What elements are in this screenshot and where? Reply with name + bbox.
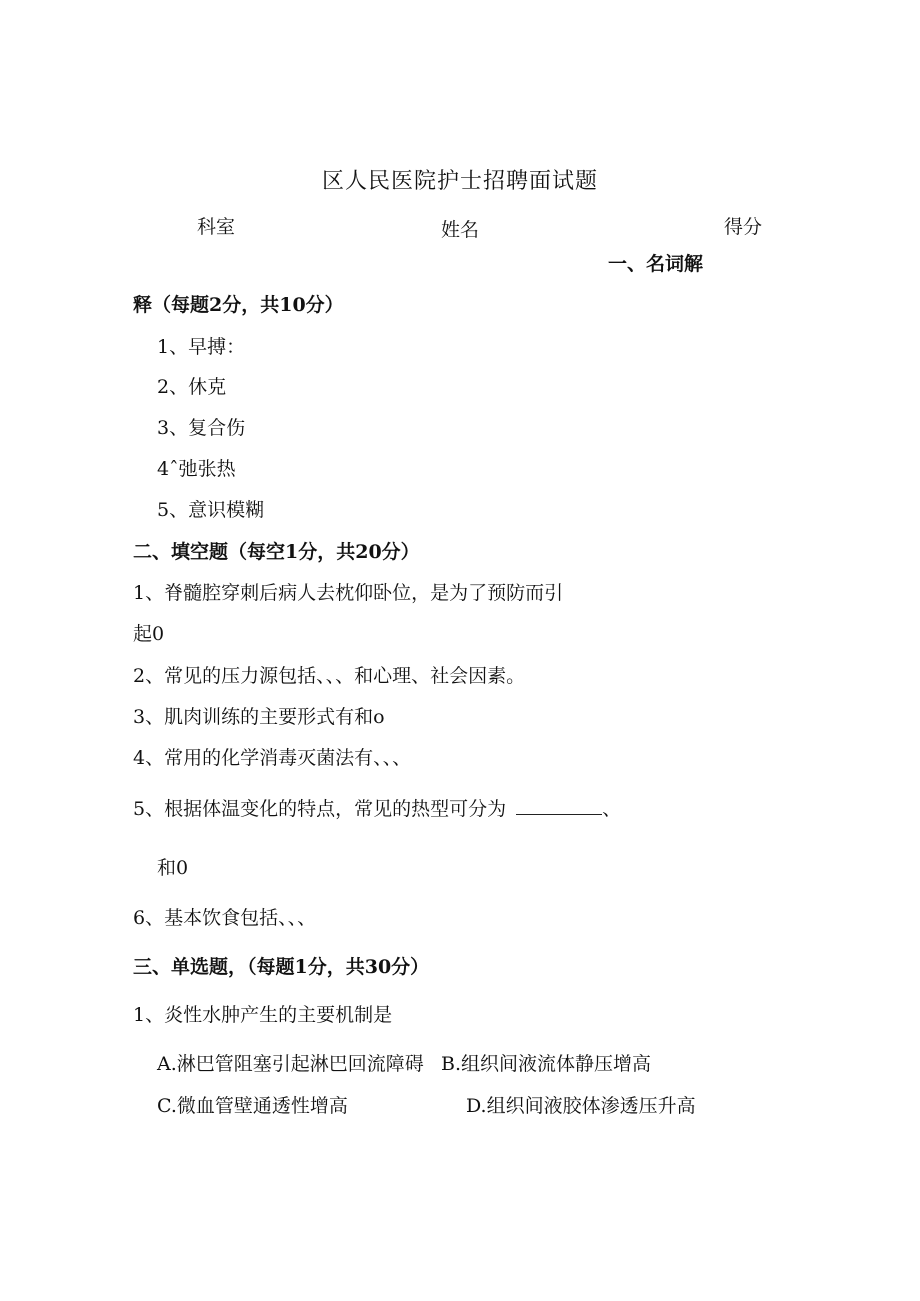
department-label: 科室	[197, 216, 236, 238]
exam-title: 区人民医院护士招聘面试题	[322, 169, 599, 194]
section-2-item: 起0	[133, 623, 165, 645]
section-1-heading-part1: 一、名词解	[608, 253, 704, 275]
section-1-item: 2、休克	[157, 376, 227, 398]
section-1-item: 1、早搏：	[157, 336, 246, 358]
section-3-heading: 三、单选题，（每题1分，共30分）	[133, 956, 430, 978]
option-d: D.组织间液胶体渗透压升高	[466, 1095, 696, 1117]
item-5-suffix: 、	[602, 798, 622, 820]
section-2-item: 和0	[157, 857, 189, 879]
option-c: C.微血管壁通透性增高	[157, 1095, 348, 1117]
section-2-item: 1、脊髓腔穿刺后病人去枕仰卧位，是为了预防而引	[133, 582, 564, 604]
section-1-item: 4ˆ弛张热	[157, 458, 236, 480]
option-b: B.组织间液流体静压增高	[441, 1053, 652, 1075]
section-2-item: 5、根据体温变化的特点，常见的热型可分为	[133, 798, 507, 820]
section-1-item: 5、意识模糊	[157, 499, 265, 521]
section-2-item: 3、肌肉训练的主要形式有和o	[133, 706, 385, 728]
fill-blank-line	[516, 800, 602, 815]
section-2-heading: 二、填空题（每空1分，共20分）	[133, 541, 420, 563]
name-label: 姓名	[441, 219, 480, 241]
option-a: A.淋巴管阻塞引起淋巴回流障碍	[157, 1053, 424, 1075]
section-2-item-5-row	[133, 797, 621, 821]
question-1: 1、炎性水肿产生的主要机制是	[133, 1004, 393, 1026]
section-1-item: 3、复合伤	[157, 417, 246, 439]
section-2-item: 6、基本饮食包括、、、	[133, 907, 317, 929]
section-2-item: 2、常见的压力源包括、、、和心理、社会因素。	[133, 665, 526, 687]
section-1-heading-part2: 释（每题2分，共10分）	[133, 294, 344, 316]
section-2-item: 4、常用的化学消毒灭菌法有、、、	[133, 747, 412, 769]
score-label: 得分	[724, 216, 763, 238]
